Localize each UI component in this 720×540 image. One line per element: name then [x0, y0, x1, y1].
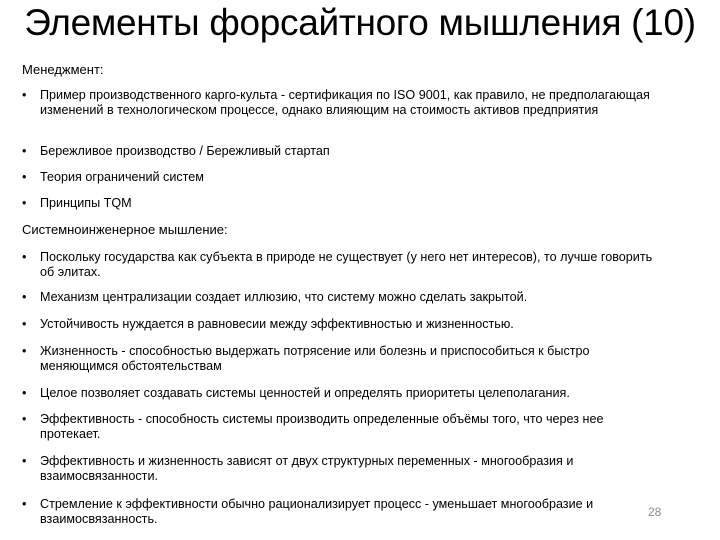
page-number: 28: [648, 505, 662, 519]
bullet-icon: •: [22, 497, 27, 511]
list-item: • Механизм централизации создает иллюзию, что систему можно сделать закрытой.: [22, 290, 528, 304]
bullet-icon: •: [22, 250, 27, 264]
list-item: • Целое позволяет создавать системы ценностей и определять приоритеты целеполагания.: [22, 386, 570, 400]
bullet-icon: •: [22, 412, 27, 426]
list-item: • Устойчивость нуждается в равновесии между эффективностью и жизненностью.: [22, 317, 514, 331]
bullet-icon: •: [22, 454, 27, 468]
list-item: • Стремление к эффективности обычно рационализирует процесс - уменьшает многообразие и взаимосвязанность.: [22, 497, 594, 526]
list-item: • Жизненность - способностью выдержать потрясение или болезнь и приспособиться к быстро меняющимся обстоятельствам: [22, 344, 590, 373]
list-item: • Эффективность - способность системы производить определенные объёмы того, что через нее протекает.: [22, 412, 604, 441]
bullet-icon: •: [22, 144, 27, 158]
section-heading-systems: Системноинженерное мышление:: [22, 222, 228, 237]
bullet-icon: •: [22, 386, 27, 400]
list-item: • Эффективность и жизненность зависят от двух структурных переменных - многообразия и взаимосвязанности.: [22, 454, 574, 483]
list-item: • Поскольку государства как субъекта в природе не существует (у него нет интересов), то лучше говорить об элитах.: [22, 250, 653, 279]
bullet-icon: •: [22, 344, 27, 358]
slide-title: Элементы форсайтного мышления (10): [24, 2, 696, 43]
bullet-icon: •: [22, 317, 27, 331]
list-item: • Теория ограничений систем: [22, 170, 204, 184]
list-item: • Принципы TQM: [22, 196, 132, 210]
bullet-icon: •: [22, 88, 27, 102]
list-item: • Бережливое производство / Бережливый стартап: [22, 144, 330, 158]
bullet-icon: •: [22, 290, 27, 304]
bullet-icon: •: [22, 196, 27, 210]
section-heading-management: Менеджмент:: [22, 62, 104, 77]
bullet-icon: •: [22, 170, 27, 184]
list-item: • Пример производственного карго-культа - сертификация по ISO 9001, как правило, не предполагающая изменений в технологическом процессе, однако влияющим на стоимость активов предприятия: [22, 88, 650, 117]
